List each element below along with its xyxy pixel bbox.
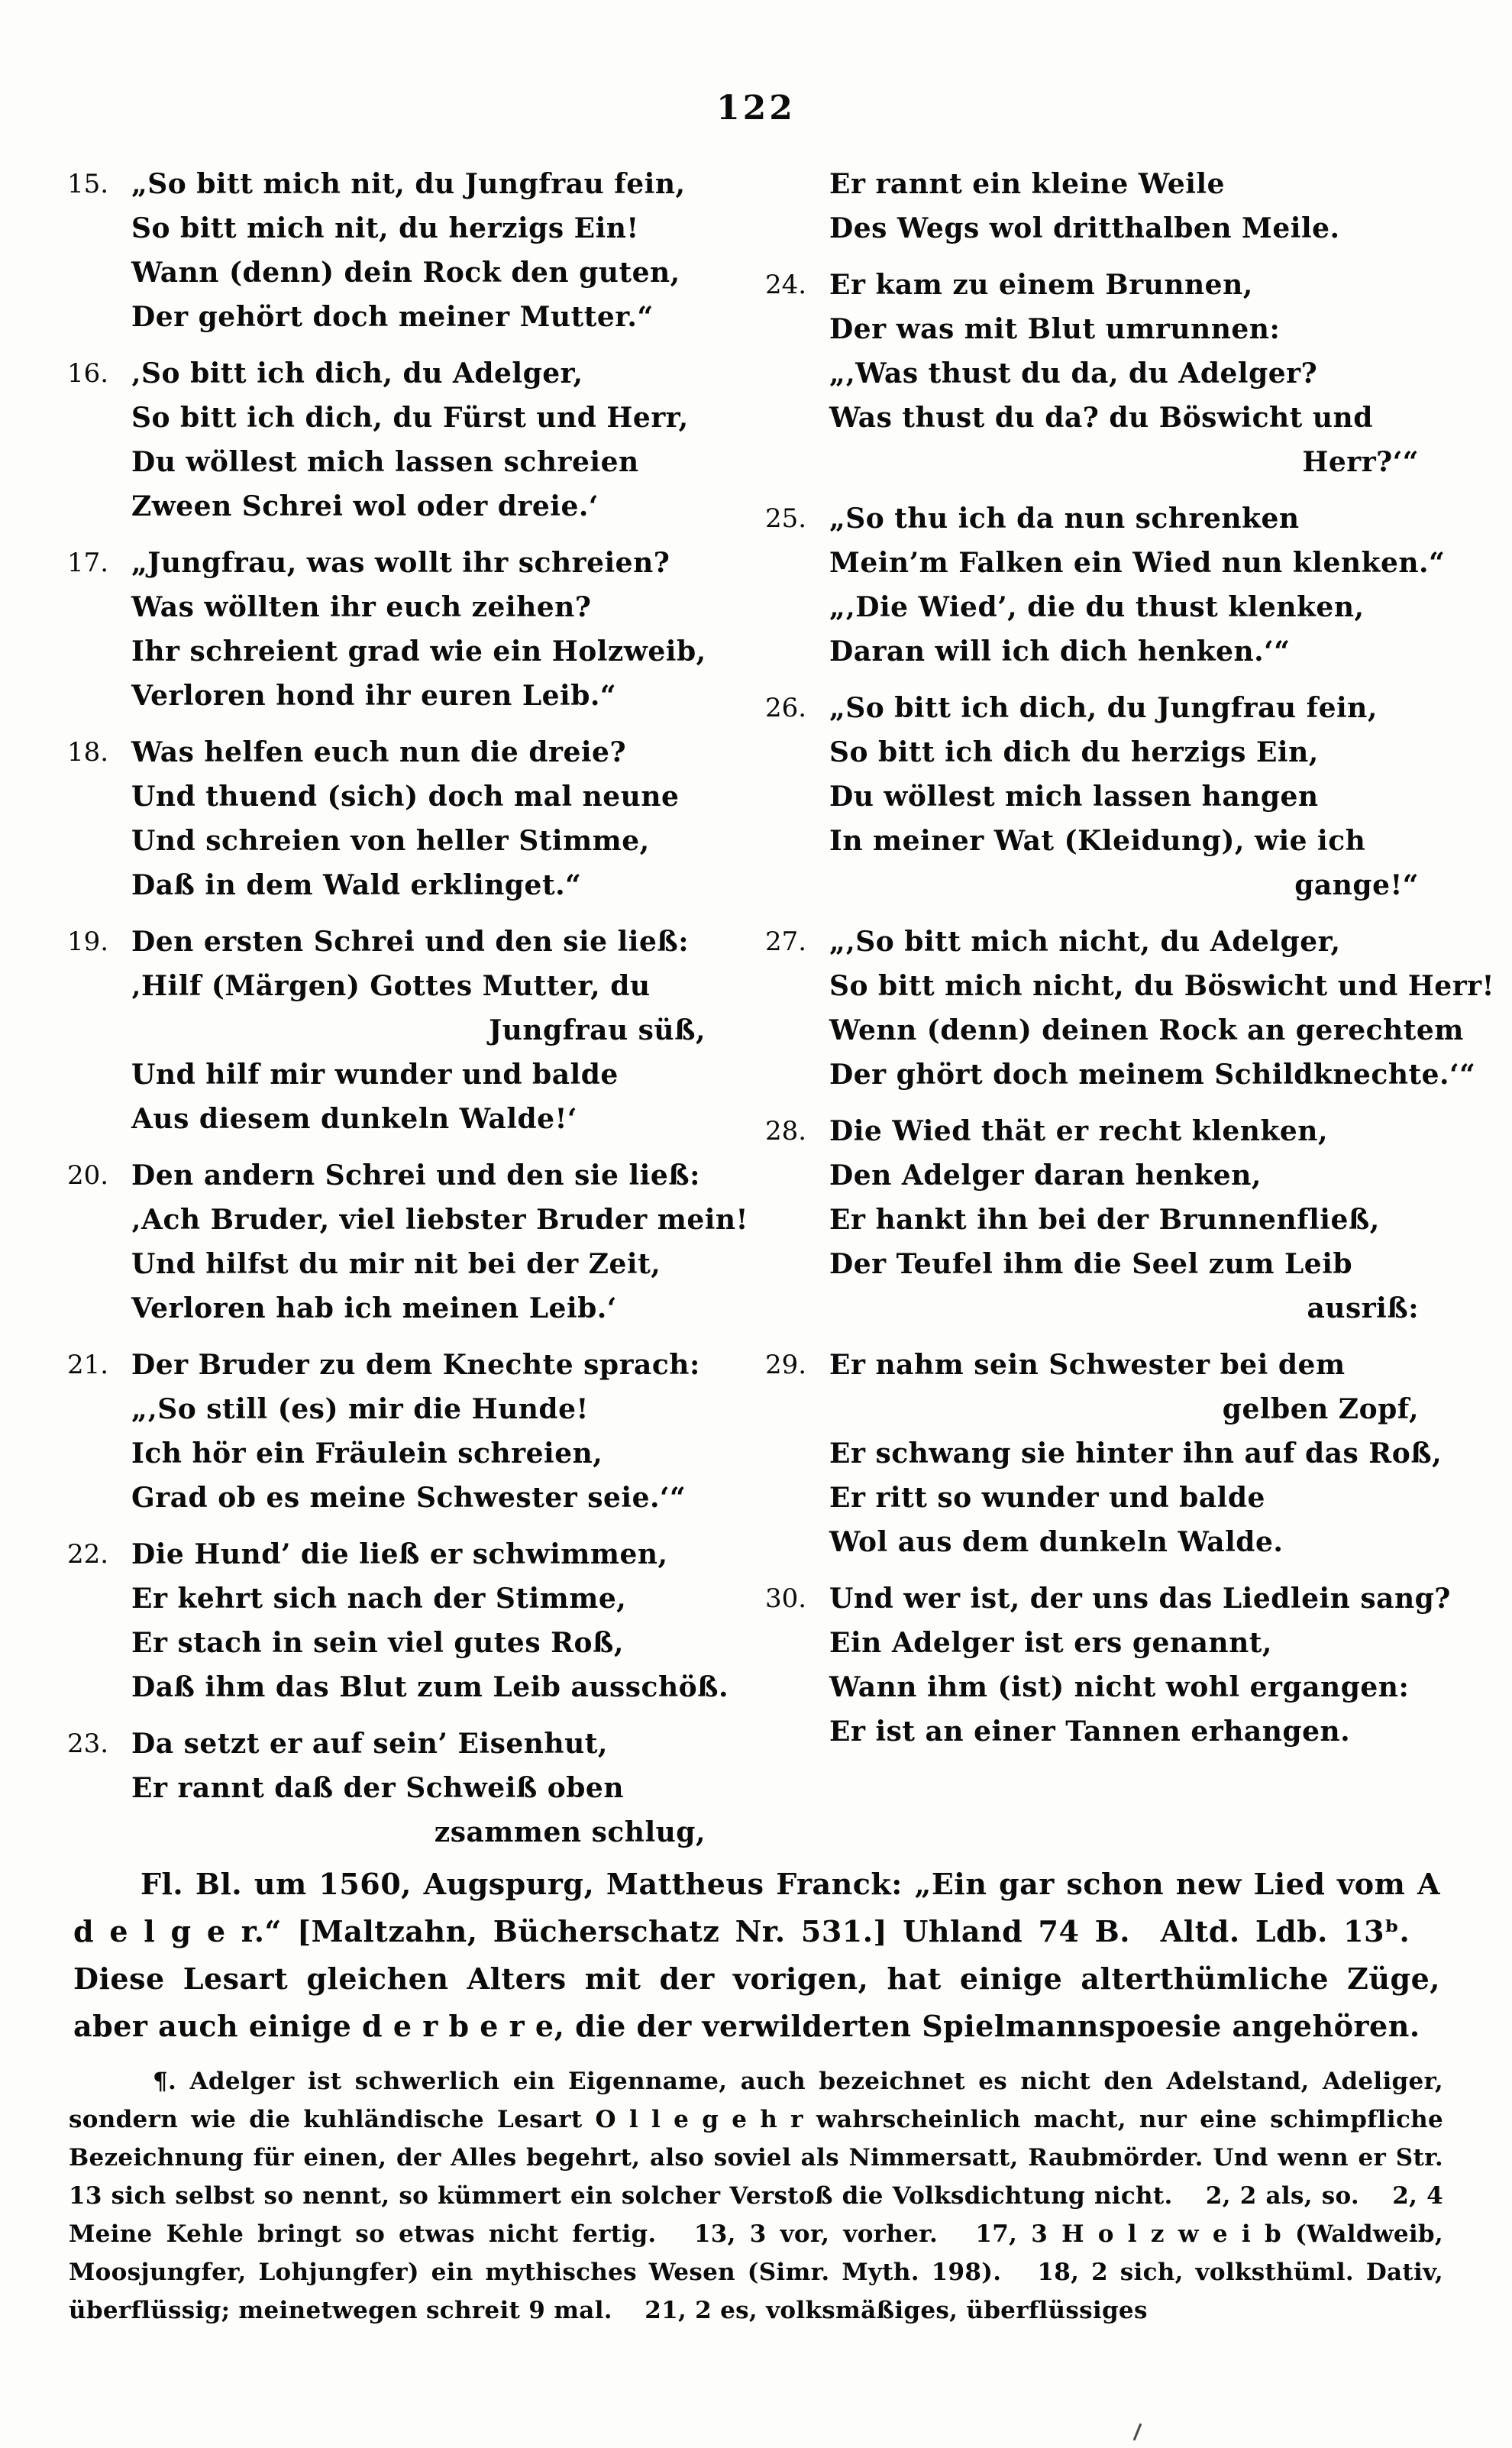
verse-line: Wenn (denn) deinen Rock an gerechtem [829,1014,1464,1046]
verse-line: Was wöllten ihr euch zeihen? [131,591,592,623]
stanza-number [765,162,829,251]
poem-column-left [67,162,754,1867]
verse-line: ‚Ach Bruder, viel liebster Bruder mein! [131,1204,748,1236]
verse-line: „‚Was thust du da, du Adelger? [829,357,1318,390]
stanza-number: 26. [765,693,807,723]
verse-line: Daran will ich dich henken.‘“ [829,635,1291,668]
stanza-lines [829,263,1468,484]
stanza-number: 28. [765,1116,807,1146]
stanza-number: 24. [765,270,807,300]
stanza-lines [829,1576,1468,1754]
source-note: Fl. Bl. um 1560, Augspurg, Mattheus Franck: „Ein gar schon new Lied vom A d e l g e r.“ [Maltzahn, Bücherschatz Nr. 531.] Uhland 74 B. Altd. Ldb. 13ᵇ. Diese Lesart gleichen Alters mit der vorigen, hat einige alterthümliche Züge, aber auch einige d e r b e r e, die der verwilderten Spielmannspoesie angehören. [73,1867,1440,2043]
stanza-number: 20. [67,1160,109,1191]
stanza-lines [829,920,1494,1097]
verse-line: Und wer ist, der uns das Liedlein sang? [829,1583,1451,1615]
verse-line: Der Teufel ihm die Seel zum Leib [829,1248,1353,1280]
stanza-lines [829,1343,1468,1564]
verse-line: gelben Zopf, [1222,1393,1419,1425]
stanza-number: 18. [67,737,109,768]
verse-line: Der gehört doch meiner Mutter.“ [131,301,654,333]
stanza-lines [131,1343,754,1520]
verse-line: „So bitt ich dich, du Jungfrau fein, [829,692,1378,724]
scan-artifact-mark [1133,2423,1142,2440]
verse-line: Ich hör ein Fräulein schreien, [131,1437,603,1470]
verse-line: Den Adelger daran henken, [829,1159,1262,1192]
verse-line: Er schwang sie hinter ihn auf das Roß, [829,1437,1443,1470]
stanza [765,162,1468,251]
stanza [67,730,754,907]
verse-line: Was thust du da? du Böswicht und [829,402,1373,434]
verse-line: „‚So still (es) mir die Hunde! [131,1393,589,1425]
stanza [67,1722,754,1855]
verse-line: Und hilf mir wunder und balde [131,1059,619,1091]
stanza [765,686,1468,907]
verse-line: Der Bruder zu dem Knechte sprach: [131,1349,700,1381]
verse-line: Zween Schrei wol oder dreie.‘ [131,490,599,522]
verse-line: In meiner Wat (Kleidung), wie ich [829,825,1366,857]
page-number: 122 [716,89,796,128]
stanza-lines [131,1532,754,1709]
stanza-number: 29. [765,1350,807,1380]
verse-line: So bitt mich nicht, du Böswicht und Herr! [829,970,1494,1002]
verse-line: So bitt ich dich, du Fürst und Herr, [131,402,689,434]
stanza [765,263,1468,484]
verse-line: Der ghört doch meinem Schildknechte.‘“ [829,1059,1476,1091]
stanza-number: 21. [67,1350,109,1380]
stanza-lines [131,1153,754,1331]
stanza [765,920,1494,1097]
verse-line: Die Hund’ die ließ er schwimmen, [131,1538,668,1570]
verse-line: Und hilfst du mir nit bei der Zeit, [131,1248,661,1280]
stanza-number: 27. [765,926,807,957]
verse-line: Wol aus dem dunkeln Walde. [829,1526,1284,1558]
stanza [67,351,754,529]
stanza [67,162,754,339]
verse-line: Er hankt ihn bei der Brunnenfließ, [829,1204,1380,1236]
verse-line: Den andern Schrei und den sie ließ: [131,1159,700,1192]
verse-line: Daß ihm das Blut zum Leib ausschöß. [131,1671,729,1703]
stanza-number: 16. [67,358,109,389]
verse-line: Verloren hab ich meinen Leib.‘ [131,1292,617,1324]
poem-column-right [765,162,1494,1766]
verse-line: Er ritt so wunder und balde [829,1482,1265,1514]
verse-line: Grad ob es meine Schwester seie.‘“ [131,1482,687,1514]
stanza-lines [829,496,1468,674]
verse-line: Wann (denn) dein Rock den guten, [131,257,680,289]
stanza-number: 19. [67,926,109,957]
stanza-lines [131,162,754,339]
stanza-lines [829,686,1468,907]
verse-line: Verloren hond ihr euren Leib.“ [131,680,617,712]
verse-line: Und thuend (sich) doch mal neune [131,781,680,813]
verse-line: So bitt ich dich du herzigs Ein, [829,736,1319,768]
verse-line: Daß in dem Wald erklinget.“ [131,869,582,901]
stanza [67,1153,754,1331]
verse-line: Und schreien von heller Stimme, [131,825,650,857]
verse-line: Er rannt daß der Schweiß oben [131,1772,625,1804]
verse-line: Er stach in sein viel gutes Roß, [131,1627,624,1659]
verse-line: Den ersten Schrei und den sie ließ: [131,926,689,958]
verse-line: Du wöllest mich lassen hangen [829,781,1319,813]
verse-line: Er nahm sein Schwester bei dem [829,1349,1346,1381]
verse-line: Herr?‘“ [1302,446,1419,478]
stanza-number: 30. [765,1583,807,1614]
verse-line: Jungfrau süß, [489,1014,706,1046]
verse-line: zsammen schlug, [434,1816,706,1848]
stanza-number: 23. [67,1728,109,1759]
verse-line: Du wöllest mich lassen schreien [131,446,639,478]
stanza-lines [131,730,754,907]
stanza [765,1576,1468,1754]
verse-line: gange!“ [1294,869,1419,901]
verse-line: Was helfen euch nun die dreie? [131,736,627,768]
stanza-number: 15. [67,169,109,199]
stanza-lines [131,1722,754,1855]
verse-line: Aus diesem dunkeln Walde!‘ [131,1103,577,1135]
stanza [765,496,1468,674]
verse-line: Da setzt er auf sein’ Eisenhut, [131,1728,608,1760]
verse-line: Er kam zu einem Brunnen, [829,269,1253,301]
stanza-lines [829,162,1468,251]
verse-line: „‚So bitt mich nicht, du Adelger, [829,926,1341,958]
verse-line: „Jungfrau, was wollt ihr schreien? [131,547,670,579]
verse-line: Die Wied thät er recht klenken, [829,1115,1328,1147]
verse-line: ausriß: [1307,1292,1419,1324]
stanza [67,1532,754,1709]
verse-line: Er kehrt sich nach der Stimme, [131,1583,627,1615]
stanza [67,1343,754,1520]
stanza-lines [829,1109,1468,1331]
verse-line: Des Wegs wol dritthalben Meile. [829,212,1340,244]
verse-line: Er rannt ein kleine Weile [829,168,1225,200]
footnote: ¶. Adelger ist schwerlich ein Eigenname, auch bezeichnet es nicht den Adelstand, Adeliger, sondern wie die kuhländische Lesart O l l e g e h r wahrscheinlich macht, nur eine schimpfliche Bezeichnung für einen, der Alles begehrt, also soviel als Nimmersatt, Raubmörder. Und wenn er Str. 13 sich selbst so nennt, so kümmert ein solcher Verstoß die Volksdichtung nicht. 2, 2 als, so. 2, 4 Meine Kehle bringt so etwas nicht fertig. 13, 3 vor, vorher. 17, 3 H o l z w e i b (Waldweib, Moosjungfer, Lohjungfer) ein mythisches Wesen (Simr. Myth. 198). 18, 2 sich, volksthüml. Dativ, überflüssig; meinetwegen schreit 9 mal. 21, 2 es, volksmäßiges, überflüssiges [69,2068,1443,2324]
stanza [765,1343,1468,1564]
verse-line: Wann ihm (ist) nicht wohl ergangen: [829,1671,1410,1703]
verse-line: Der was mit Blut umrunnen: [829,313,1281,345]
verse-line: „So thu ich da nun schrenken [829,503,1300,535]
stanza-number: 22. [67,1539,109,1570]
stanza-lines [131,541,754,718]
verse-line: „‚Die Wied’, die du thust klenken, [829,591,1365,623]
verse-line: Ihr schreient grad wie ein Holzweib, [131,635,706,668]
verse-line: Er ist an einer Tannen erhangen. [829,1716,1351,1748]
verse-line: ‚Hilf (Märgen) Gottes Mutter, du [131,970,651,1002]
stanza [67,920,754,1141]
stanza-number: 25. [765,503,807,534]
stanza-number: 17. [67,548,109,578]
verse-line: ‚So bitt ich dich, du Adelger, [131,357,583,390]
stanza [67,541,754,718]
stanza [765,1109,1468,1331]
stanza-lines [131,351,754,529]
verse-line: Ein Adelger ist ers genannt, [829,1627,1272,1659]
verse-line: Mein’m Falken ein Wied nun klenken.“ [829,547,1446,579]
stanza-lines [131,920,754,1141]
verse-line: „So bitt mich nit, du Jungfrau fein, [131,168,686,200]
verse-line: So bitt mich nit, du herzigs Ein! [131,212,639,244]
